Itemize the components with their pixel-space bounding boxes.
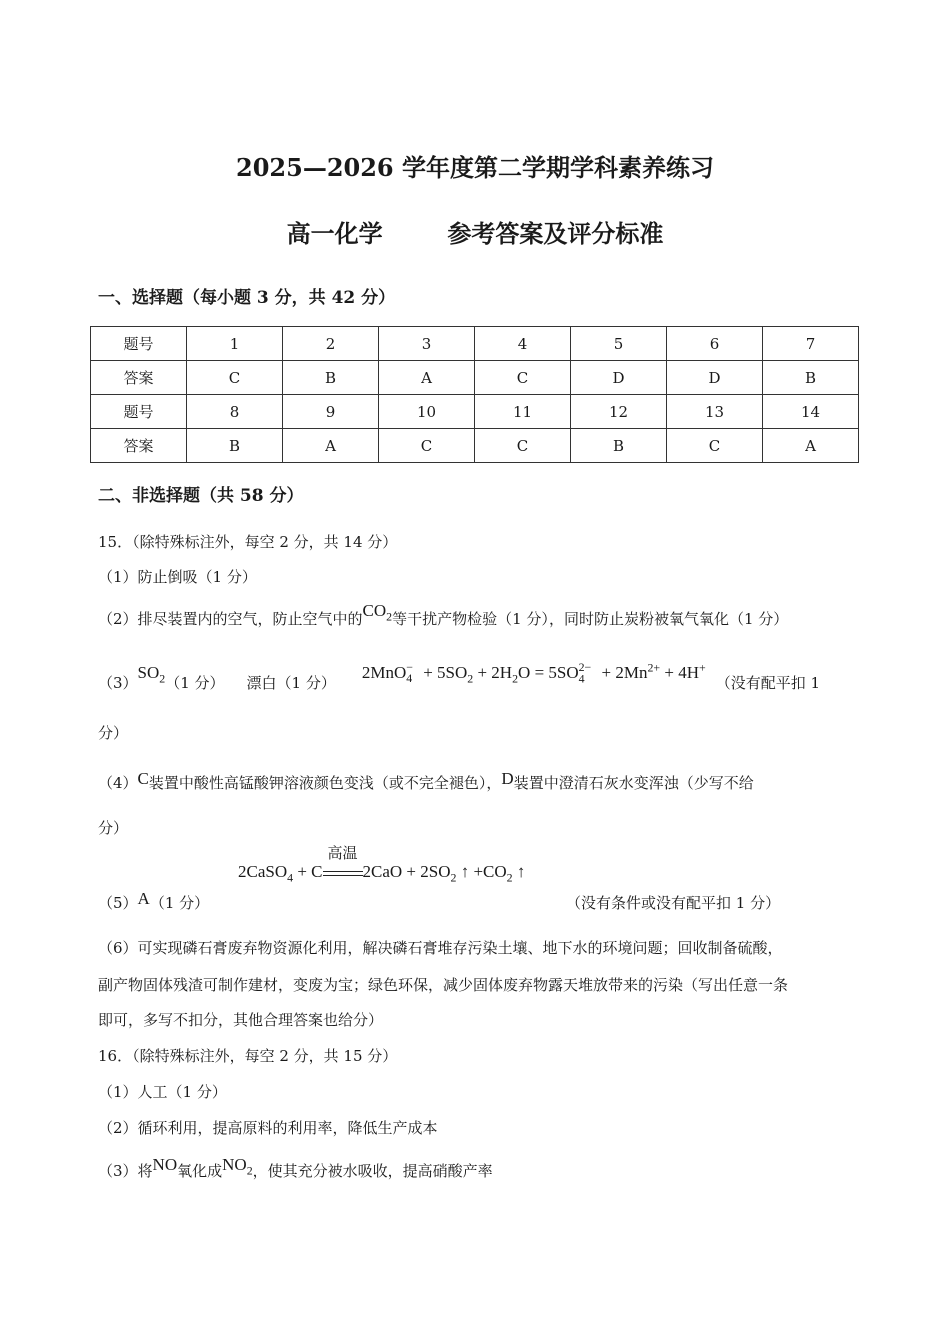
- table-cell: 10: [379, 395, 475, 429]
- table-row: [91, 429, 859, 463]
- q16-part2: （2）循环利用，提高原料的利用率，降低生产成本: [98, 1119, 438, 1137]
- q15-part4-label: （4）: [98, 774, 138, 792]
- q15-part4-text-b: 装置中酸性高锰酸钾溶液颜色变浅（或不完全褪色），: [148, 774, 502, 792]
- row-label: 题号: [91, 327, 187, 361]
- q15-part3-note: （没有配平扣 1: [715, 673, 821, 692]
- table-cell: 1: [187, 327, 283, 361]
- q15-part6-line2: 副产物固体残渣可制作建材，变废为宝；绿色环保，减少固体废弃物露天堆放带来的污染（写出任意一条: [98, 976, 789, 994]
- table-row: [91, 395, 859, 429]
- table-cell: 12: [571, 395, 667, 429]
- table-cell: 11: [475, 395, 571, 429]
- q15-part4: [98, 768, 754, 792]
- table-cell: D: [571, 361, 667, 395]
- table-cell: 6: [667, 327, 763, 361]
- table-cell: 4: [475, 327, 571, 361]
- q15-header: 15．（除特殊标注外，每空 2 分，共 14 分）: [98, 533, 398, 551]
- apparatus-c: C: [137, 769, 149, 788]
- q15-part1: （1）防止倒吸（1 分）: [98, 568, 257, 586]
- section2-heading: 二、非选择题（共 58 分）: [98, 486, 304, 506]
- permanganate-equation: $2MnO_4^- + 5SO_2 + 2H_2O = 5SO_4^{2-} + 2Mn^{2+} + 4H^+$: [361, 660, 706, 686]
- table-row: [91, 361, 859, 395]
- row-label: 答案: [91, 361, 187, 395]
- table-cell: C: [379, 429, 475, 463]
- q15-part3-score: （1 分）: [165, 673, 225, 692]
- q16-header: 16．（除特殊标注外，每空 2 分，共 15 分）: [98, 1047, 398, 1065]
- q16-part3-text-b: 氧化成: [177, 1162, 223, 1180]
- table-cell: 9: [283, 395, 379, 429]
- row-label: 答案: [91, 429, 187, 463]
- section1-heading: 一、选择题（每小题 3 分，共 42 分）: [98, 288, 396, 308]
- table-cell: 2: [283, 327, 379, 361]
- table-cell: A: [763, 429, 859, 463]
- q16-part3-text-a: （3）将: [98, 1162, 153, 1180]
- q16-part3: [98, 1154, 493, 1178]
- q15-part5-note: （没有条件或没有配平扣 1 分）: [566, 894, 781, 912]
- q16-part3-text-c: ，使其充分被水吸收，提高硝酸产率: [252, 1162, 493, 1180]
- table-cell: B: [187, 429, 283, 463]
- table-cell: D: [667, 361, 763, 395]
- table-row: [91, 327, 859, 361]
- no2-formula: $NO_2$: [222, 1155, 253, 1178]
- table-cell: B: [283, 361, 379, 395]
- q15-part2-text-b: 等干扰产物检验（1 分），同时防止炭粉被氧气氧化（1 分）: [392, 610, 789, 628]
- doc-subtitle: [0, 214, 950, 249]
- condition-label: 高温: [327, 846, 358, 862]
- table-cell: A: [379, 361, 475, 395]
- doc-title: 2025—2026 学年度第二学期学科素养练习: [236, 153, 714, 182]
- table-cell: C: [187, 361, 283, 395]
- q15-part4-cont: 分）: [98, 819, 129, 837]
- table-cell: C: [667, 429, 763, 463]
- table-cell: B: [763, 361, 859, 395]
- table-cell: 7: [763, 327, 859, 361]
- q15-part3-label: （3）: [98, 673, 138, 692]
- q15-part6-line3: 即可，多写不扣分，其他合理答案也给分）: [98, 1011, 384, 1029]
- q16-part1: （1）人工（1 分）: [98, 1083, 227, 1101]
- answer-table: [90, 326, 859, 463]
- q15-part5: [98, 888, 210, 912]
- table-cell: C: [475, 361, 571, 395]
- q15-part2-text-a: （2）排尽装置内的空气，防止空气中的: [98, 610, 363, 628]
- subject-label: 高一化学: [286, 219, 383, 248]
- reaction-condition: [323, 846, 363, 882]
- q15-part3-bleach: 漂白（1 分）: [246, 673, 336, 692]
- table-cell: B: [571, 429, 667, 463]
- q15-part5-label: （5）: [98, 894, 138, 912]
- co2-formula: $CO_2$: [362, 601, 393, 624]
- doc-type-label: 参考答案及评分标准: [447, 219, 664, 248]
- q15-part4-text-e: 装置中澄清石灰水变浑浊（少写不给: [513, 774, 754, 792]
- no-formula: NO: [152, 1155, 178, 1174]
- calcium-sulfate-equation: 2CaSO$_4$ + C 高温 $2CaO + 2SO_2$ ↑ $+CO_2$ ↑: [238, 862, 525, 885]
- table-cell: 13: [667, 395, 763, 429]
- q15-part3-note-cont: 分）: [98, 724, 129, 742]
- apparatus-d: D: [501, 769, 514, 788]
- table-cell: 14: [763, 395, 859, 429]
- table-cell: 8: [187, 395, 283, 429]
- q15-part6-line1: （6）可实现磷石膏废弃物资源化利用，解决磷石膏堆存污染土壤、地下水的环境问题；回收制备硫酸，: [98, 939, 783, 957]
- row-label: 题号: [91, 395, 187, 429]
- answer-a: A: [137, 889, 150, 908]
- table-cell: 5: [571, 327, 667, 361]
- table-cell: 3: [379, 327, 475, 361]
- q15-part2: [98, 601, 789, 632]
- so2-formula: $SO_2$: [137, 662, 166, 686]
- table-cell: A: [283, 429, 379, 463]
- q15-part5-score: （1 分）: [149, 894, 210, 912]
- q15-part3: [98, 660, 821, 692]
- table-cell: C: [475, 429, 571, 463]
